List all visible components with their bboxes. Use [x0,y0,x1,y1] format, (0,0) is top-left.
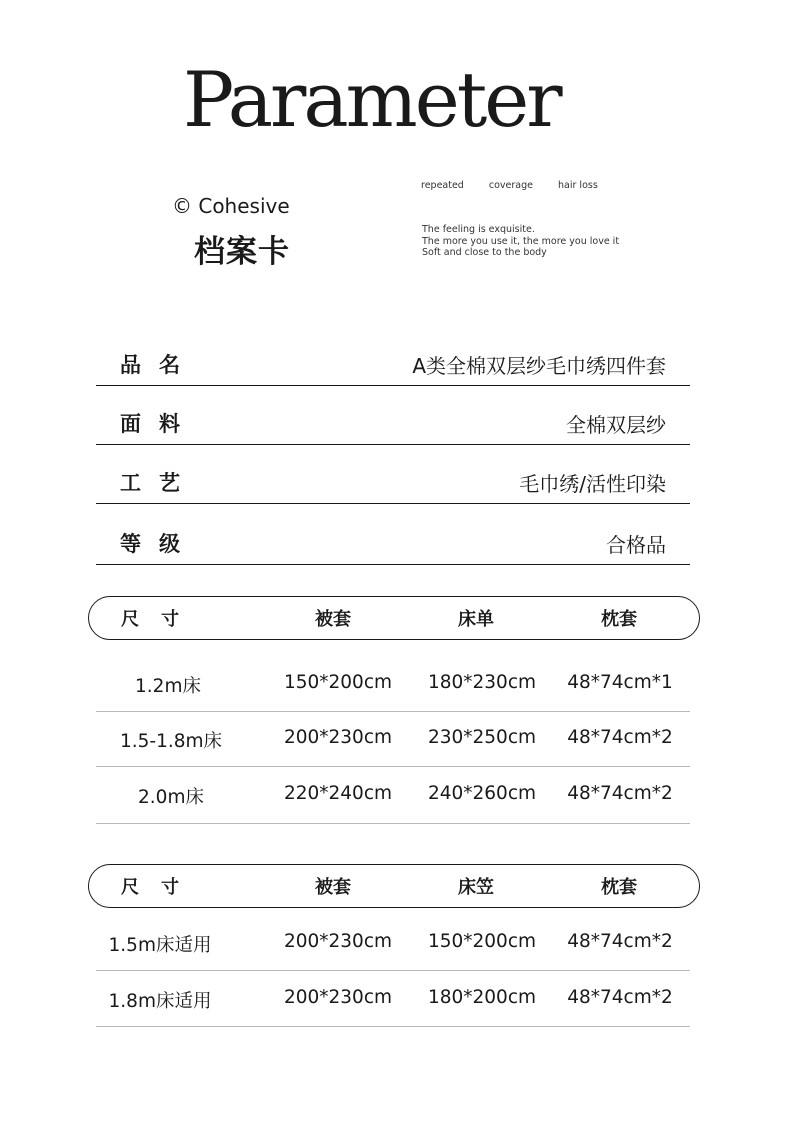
table-cell: 2.0m床 [138,787,204,808]
header-cell: 枕套 [601,877,637,898]
table-row [96,971,690,1027]
table-row [96,916,690,971]
table-cell: 220*240cm [283,783,393,804]
size-table-fitted [88,864,700,1034]
table-cell: 240*260cm [427,783,537,804]
header-cell: 被套 [315,877,351,898]
tagline [422,224,619,259]
table-cell: 1.5-1.8m床 [119,731,223,752]
tag: coverage [488,180,533,191]
table-cell: 1.5m床适用 [108,935,212,956]
table-header [88,596,700,640]
brand-name: © Cohesive [172,194,290,218]
tagline-line: The feeling is exquisite. [422,224,535,235]
param-label: 工艺 [120,471,198,495]
tag-list [421,180,620,191]
param-label: 品名 [120,353,198,377]
table-cell: 48*74cm*2 [567,931,673,952]
table-cell: 48*74cm*2 [567,987,673,1008]
table-cell: 1.2m床 [135,676,201,697]
table-cell: 180*200cm [427,987,537,1008]
param-row [96,327,690,386]
parameter-list [96,327,690,565]
page-title: Parameter [183,55,560,144]
table-header [88,864,700,908]
tagline-line: The more you use it, the more you love it [422,235,620,247]
param-label: 面料 [120,412,198,436]
header-cell: 被套 [315,609,351,630]
header-cell: 枕套 [601,609,637,630]
param-value: 合格品 [606,533,666,557]
header-cell: 尺寸 [121,609,201,630]
table-cell: 150*200cm [427,931,537,952]
param-value: A类全棉双层纱毛巾绣四件套 [412,354,666,378]
table-cell: 48*74cm*2 [567,727,673,748]
table-cell: 150*200cm [283,672,393,693]
table-cell: 1.8m床适用 [108,991,212,1012]
param-row [96,504,690,565]
table-cell: 180*230cm [427,672,537,693]
table-row [96,767,690,824]
param-row [96,445,690,504]
table-cell: 48*74cm*1 [567,672,673,693]
header-cell: 床单 [458,609,494,630]
tag: repeated [421,180,464,191]
table-cell: 200*230cm [283,987,393,1008]
header-cell: 床笠 [458,877,494,898]
param-value: 毛巾绣/活性印染 [519,472,666,496]
param-value: 全棉双层纱 [566,413,666,437]
tagline-line: Soft and close to the body [422,247,547,258]
size-table-bedsheet [88,596,700,826]
param-label: 等级 [120,532,198,556]
table-cell: 200*230cm [283,727,393,748]
header-cell: 尺寸 [121,877,201,898]
table-row [96,712,690,767]
table-cell: 48*74cm*2 [567,783,673,804]
subtitle: 档案卡 [194,234,290,270]
table-cell: 230*250cm [427,727,537,748]
table-row [96,656,690,712]
table-cell: 200*230cm [283,931,393,952]
tag: hair loss [558,180,598,191]
param-row [96,386,690,445]
